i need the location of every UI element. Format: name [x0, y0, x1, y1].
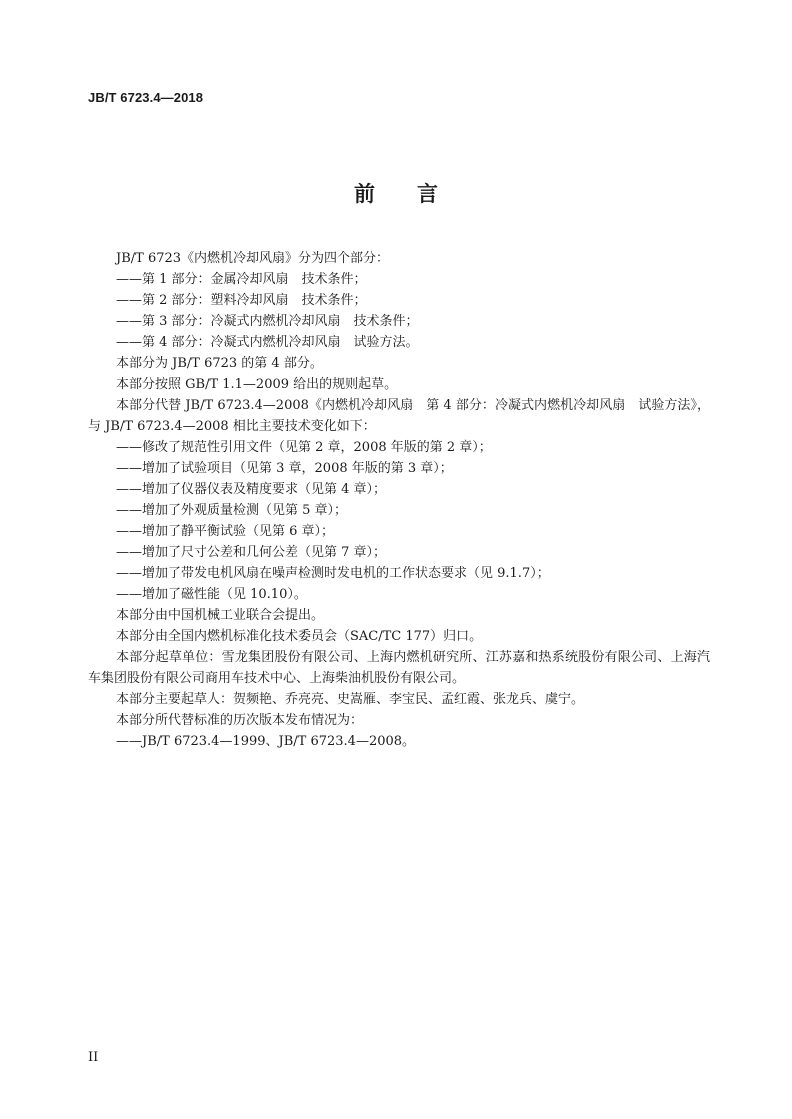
list-item-part-1: ——第 1 部分：金属冷却风扇 技术条件；: [116, 272, 367, 287]
paragraph-proposed-by: 本部分由中国机械工业联合会提出。: [116, 608, 325, 623]
paragraph-history: 本部分所代替标准的历次版本发布情况为：: [116, 713, 364, 728]
list-item-part-4: ——第 4 部分：冷凝式内燃机冷却风扇 试验方法。: [116, 335, 419, 350]
page-number: II: [88, 1050, 99, 1065]
list-item-change-6: ——增加了尺寸公差和几何公差（见第 7 章）；: [116, 545, 387, 560]
list-item-change-7: ——增加了带发电机风扇在噪声检测时发电机的工作状态要求（见 9.1.7）；: [116, 566, 550, 581]
paragraph-under-jurisdiction: 本部分由全国内燃机标准化技术委员会（SAC/TC 177）归口。: [116, 629, 483, 644]
paragraph-this-part: 本部分为 JB/T 6723 的第 4 部分。: [116, 356, 323, 371]
list-item-part-3: ——第 3 部分：冷凝式内燃机冷却风扇 技术条件；: [116, 314, 419, 329]
list-item-change-1: ——修改了规范性引用文件（见第 2 章，2008 年版的第 2 章）；: [116, 440, 492, 455]
title-char-1: 前: [354, 182, 375, 206]
title-char-2: 言: [417, 182, 438, 206]
paragraph-drafting-units: 本部分起草单位：雪龙集团股份有限公司、上海内燃机研究所、江苏嘉和热系统股份有限公司、上海汽车集团股份有限公司商用车技术中心、上海柴油机股份有限公司。: [88, 650, 710, 686]
list-item-part-2: ——第 2 部分：塑料冷却风扇 技术条件；: [116, 293, 367, 308]
list-item-history-versions: ——JB/T 6723.4—1999、JB/T 6723.4—2008。: [116, 734, 416, 749]
document-header-code: JB/T 6723.4—2018: [88, 90, 204, 105]
paragraph-replacement: 本部分代替 JB/T 6723.4—2008《内燃机冷却风扇 第 4 部分：冷凝式内燃机冷却风扇 试验方法》，与 JB/T 6723.4—2008 相比主要技术变化如下：: [88, 398, 710, 434]
foreword-body: [88, 248, 710, 752]
paragraph-intro: JB/T 6723《内燃机冷却风扇》分为四个部分：: [116, 251, 390, 266]
paragraph-drafting-rules: 本部分按照 GB/T 1.1—2009 给出的规则起草。: [116, 377, 398, 392]
list-item-change-2: ——增加了试验项目（见第 3 章，2008 年版的第 3 章）；: [116, 461, 453, 476]
paragraph-drafters: 本部分主要起草人：贺频艳、乔亮亮、史嵩雁、李宝民、孟红霞、张龙兵、虞宁。: [116, 692, 585, 707]
list-item-change-8: ——增加了磁性能（见 10.10）。: [116, 587, 307, 602]
page-title: [0, 178, 792, 208]
list-item-change-4: ——增加了外观质量检测（见第 5 章）；: [116, 503, 348, 518]
list-item-change-3: ——增加了仪器仪表及精度要求（见第 4 章）；: [116, 482, 387, 497]
list-item-change-5: ——增加了静平衡试验（见第 6 章）；: [116, 524, 335, 539]
